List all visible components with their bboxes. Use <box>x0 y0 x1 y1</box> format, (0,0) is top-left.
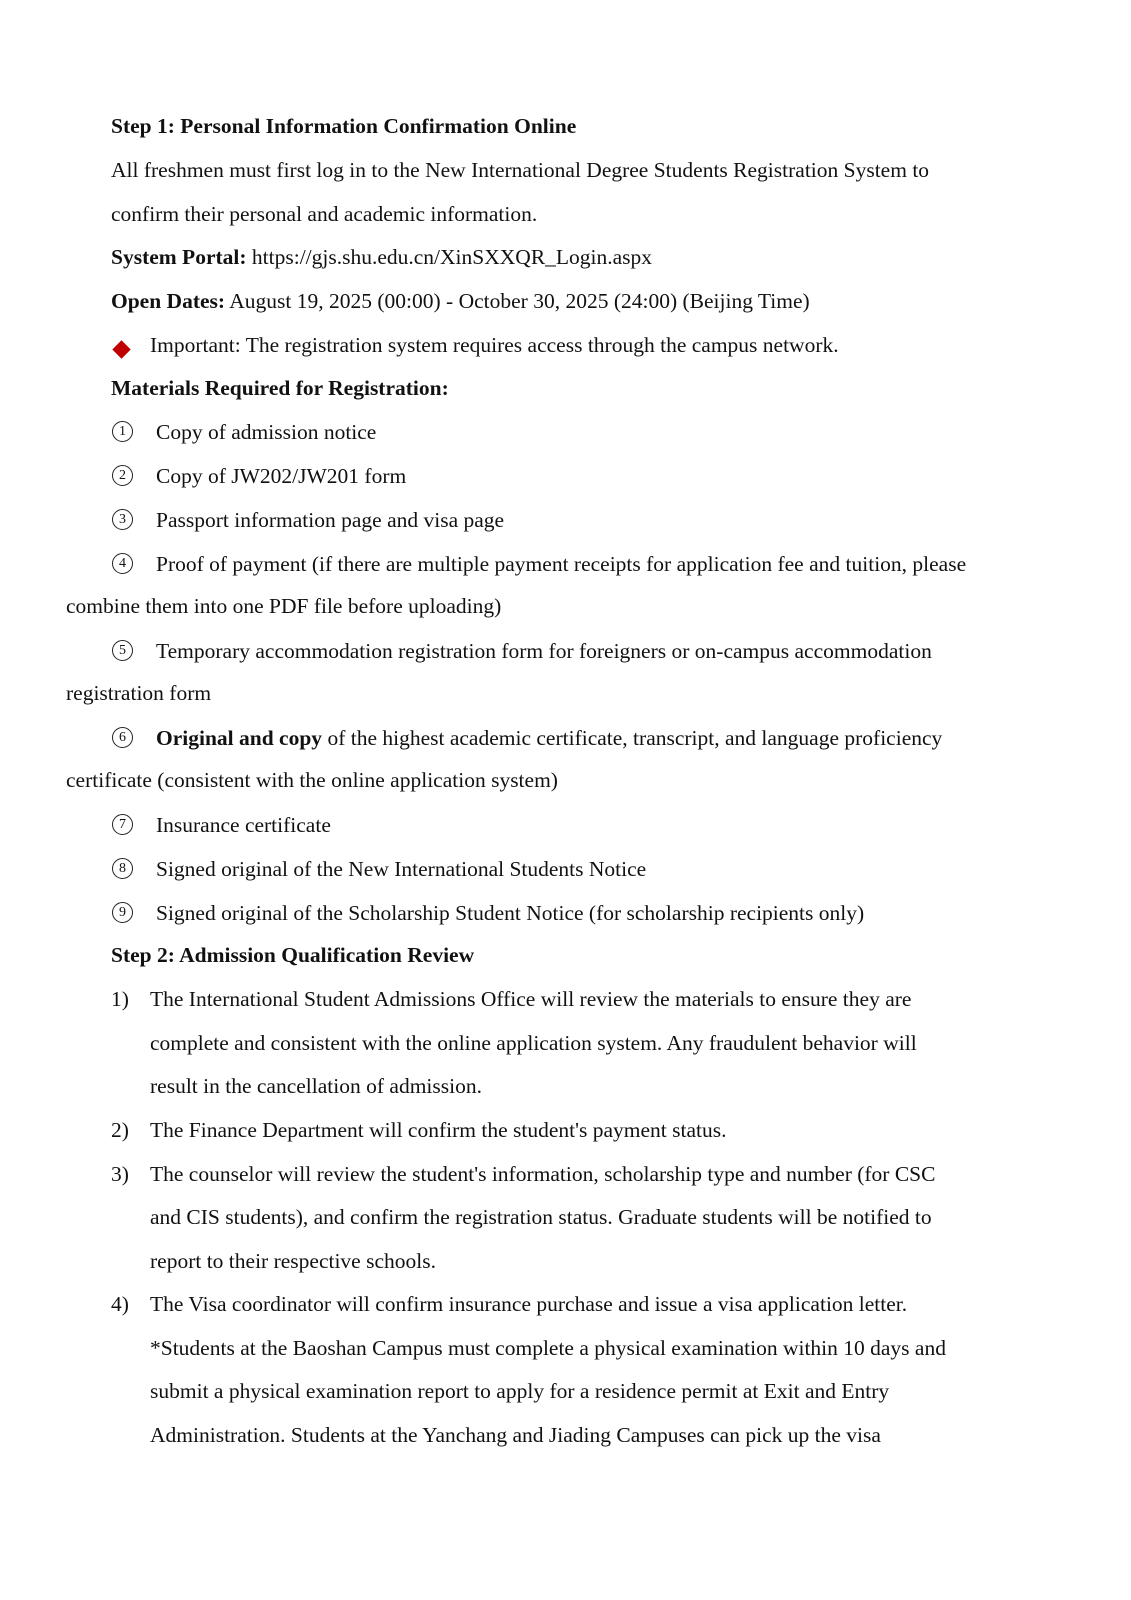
circled-number: 7 <box>112 814 133 835</box>
circled-number: 5 <box>112 640 133 661</box>
material-item: Proof of payment (if there are multiple payment receipts for application fee and tuition, please <box>156 552 967 576</box>
material-item: Insurance certificate <box>156 813 331 837</box>
system-portal-label: System Portal: <box>111 245 247 269</box>
step1-intro-line1: All freshmen must first log in to the New International Degree Students Registration System to <box>111 158 930 182</box>
circled-number: 1 <box>112 421 133 442</box>
review-item-line: complete and consistent with the online application system. Any fraudulent behavior will <box>150 1031 917 1055</box>
review-item-line: The counselor will review the student's information, scholarship type and number (for CSC <box>150 1162 936 1186</box>
step1-heading: Step 1: Personal Information Confirmation Online <box>111 114 577 138</box>
material-item: Passport information page and visa page <box>156 508 505 532</box>
circled-number: 6 <box>112 727 133 748</box>
review-item-line: The Visa coordinator will confirm insurance purchase and issue a visa application letter. <box>150 1292 908 1316</box>
review-item-number: 4) <box>111 1292 129 1316</box>
red-diamond-bullet-icon <box>112 340 130 358</box>
system-portal-line <box>111 242 652 272</box>
circled-number: 4 <box>112 553 133 574</box>
review-item-number: 2) <box>111 1118 129 1142</box>
material-item: Signed original of the New International Students Notice <box>156 857 647 881</box>
material-emphasis: Original and copy <box>156 726 323 750</box>
review-item-line: submit a physical examination report to apply for a residence permit at Exit and Entry <box>150 1379 890 1403</box>
review-item-line: The Finance Department will confirm the student's payment status. <box>150 1118 727 1142</box>
review-item-line: and CIS students), and confirm the registration status. Graduate students will be notified to <box>150 1205 932 1229</box>
circled-number: 9 <box>112 902 133 923</box>
material-item-continued: registration form <box>66 681 212 705</box>
materials-heading: Materials Required for Registration: <box>111 376 449 400</box>
review-item-number: 1) <box>111 987 129 1011</box>
important-note: Important: The registration system requires access through the campus network. <box>150 333 839 357</box>
review-item-line: *Students at the Baoshan Campus must complete a physical examination within 10 days and <box>150 1336 946 1360</box>
material-item: Signed original of the Scholarship Student Notice (for scholarship recipients only) <box>156 901 865 925</box>
material-text: of the highest academic certificate, transcript, and language proficiency <box>322 726 943 750</box>
circled-number: 8 <box>112 858 133 879</box>
open-dates-line <box>111 286 810 316</box>
review-item-line: report to their respective schools. <box>150 1249 436 1273</box>
review-item-number: 3) <box>111 1162 129 1186</box>
circled-number: 3 <box>112 509 133 530</box>
review-item-line: result in the cancellation of admission. <box>150 1074 482 1098</box>
step2-heading: Step 2: Admission Qualification Review <box>111 943 475 967</box>
circled-number: 2 <box>112 465 133 486</box>
review-item-line: Administration. Students at the Yanchang and Jiading Campuses can pick up the visa <box>150 1423 881 1447</box>
material-item-continued: certificate (consistent with the online application system) <box>66 768 558 792</box>
material-item <box>156 723 942 753</box>
material-item-continued: combine them into one PDF file before uploading) <box>66 594 502 618</box>
system-portal-url[interactable]: https://gjs.shu.edu.cn/XinSXXQR_Login.aspx <box>246 245 653 269</box>
step1-intro-line2: confirm their personal and academic information. <box>111 202 538 226</box>
material-item: Copy of JW202/JW201 form <box>156 464 407 488</box>
material-item: Copy of admission notice <box>156 420 377 444</box>
material-item: Temporary accommodation registration form for foreigners or on-campus accommodation <box>156 639 932 663</box>
review-item-line: The International Student Admissions Office will review the materials to ensure they are <box>150 987 912 1011</box>
open-dates-label: Open Dates: <box>111 289 226 313</box>
open-dates-value: August 19, 2025 (00:00) - October 30, 2025 (24:00) (Beijing Time) <box>225 289 810 313</box>
